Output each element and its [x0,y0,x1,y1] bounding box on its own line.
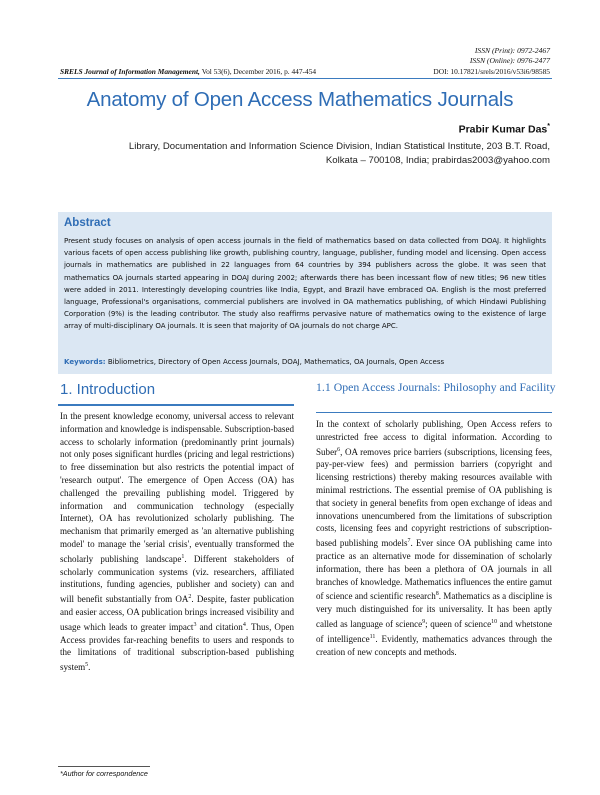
citation-ref[interactable]: 2 [188,594,192,601]
affiliation-line: Kolkata – 700108, India; prabirdas2003@yahoo.com [325,155,550,166]
citation-ref[interactable]: 3 [193,621,197,628]
section-rule [58,404,294,406]
paragraph-text: and whetstone of intelligence [316,619,552,644]
issn-print: ISSN (Print): 0972-2467 [474,46,550,55]
keywords-label: Keywords: [64,357,106,366]
paragraph-text: . [88,662,91,673]
citation-ref[interactable]: 1 [181,553,185,560]
author-name-text: Prabir Kumar Das [458,123,548,136]
paragraph-text: In the present knowledge economy, universal access to relevant information and knowledge is indispensable. Subscription-based access to scholarly information (predominantly print journals) not only poses significant hurdles (pricing and legal restrictions) to free dissemination but also restricts the potential impact of 'research output'. The emergence of Open Access (OA) has challenged the prevailing publishing model. Triggered by information and communication technology (especially Internet), OA has revolutionized scholarly publishing. The mechanism that primarily emerged as 'an alternative publishing model' to manage the 'serial crisis', eventually transformed the scholarly publishing landscape [60,411,294,564]
paragraph-text: . Evidently, mathematics advances through the creation of new concepts and methods. [316,633,552,657]
paragraph-text: . Different stakeholders of scholarly communication systems (viz. researchers, affiliated institutions, funding agencies, publisher and society) can and will benefit substantially from OA [60,553,294,605]
introduction-paragraph [60,410,294,674]
author-name [459,123,550,136]
footnote: *Author for correspondence [60,769,148,778]
subsection-paragraph [316,418,552,658]
paragraph-text: and citation [196,621,243,632]
paragraph-text: . Mathematics as a discipline is very much distinguished for its universality. It has been aptly called as language of science [316,591,553,630]
abstract-heading: Abstract [64,217,111,229]
citation-ref[interactable]: 7 [407,538,411,545]
page-title: Anatomy of Open Access Mathematics Journals [86,88,514,111]
keywords [64,357,546,366]
author-mark: * [547,123,550,130]
citation-ref[interactable]: 8 [435,591,439,598]
paragraph-text: . Ever since OA publishing came into practice as an alternative mode for dissemination of scholarly information, there has been a plethora of OA journals in all branches of knowledge. Mathematics influences the entire gamut of science and scientific research [316,538,552,602]
paragraph-text: ; queen of science [425,619,492,630]
section-heading-introduction: 1. Introduction [60,381,156,398]
issn-online: ISSN (Online): 0976-2477 [469,56,550,65]
volume-info: Vol 53(6), December 2016, p. 447-454 [201,67,317,76]
author-affiliation [120,140,550,168]
subsection-rule [316,412,552,413]
paragraph-text: . Thus, Open Access provides far-reaching benefits to users and responds to the limitations of traditional subscription-based publishing system [60,621,295,673]
doi[interactable]: DOI: 10.17821/srels/2016/v53i6/98585 [433,67,550,76]
journal-citation [60,67,316,76]
header-rule [58,78,552,79]
paragraph-text: , OA removes price barriers (subscriptions, licensing fees, pay-per-view fees) and permission barriers (copyright and licensing restrictions) thereby making resources available with minimal restrictions. The essential premise of OA publishing is that society in general benefits from open exchange of ideas and innovations unencumbered from the limitations of subscription costs, licensing fees and copyright restrictions of subscription-based publishing models [316,446,552,549]
abstract-text: Present study focuses on analysis of open access journals in the field of mathematics based on data collected from DOAJ. It highlights various facets of open access publishing like growth, publishing country, language, publisher, funding model and licensing. Open access journals in mathematics are published in 22 languages from 64 countries by 394 publishers across the globe. It was seen that mathematics OA journals started appearing in DOAJ during 2002; afterwards there has been incessant flow of new titles; 96 new titles were added in 2011. Interestingly developing countries like India, Egypt, and Brazil have embraced OA. English is the most preferred language, Professional's organisations, commercial publishers are involved in OA mathematics publishing, of which Hindawi Publishing Corporation (9%) is the leading contributor. The study also reaffirms pervasive nature of mathematics owing to the existence of large array of multi-disciplinary OA journals. It is seen that majority of OA journals do not charge APC. [64,236,546,331]
paragraph-text: . Despite, faster publication and easier access, OA publication brings increased visibility and usage which leads to greater impact [60,594,294,632]
affiliation-line: Library, Documentation and Information Science Division, Indian Statistical Institute, 203 B.T. Road, [128,141,550,152]
paragraph-text: In the context of scholarly publishing, Open Access refers to unrestricted free access to digital information. According to Suber [316,419,552,457]
citation-ref[interactable]: 11 [369,633,376,640]
journal-name: SRELS Journal of Information Management, [60,67,200,76]
keywords-list: Bibliometrics, Directory of Open Access Journals, DOAJ, Mathematics, OA Journals, Open Access [107,357,445,366]
citation-ref[interactable]: 6 [337,446,341,453]
citation-ref[interactable]: 10 [491,619,498,625]
subsection-heading: 1.1 Open Access Journals: Philosophy and Facility [316,380,556,394]
footnote-rule [58,766,150,767]
citation-ref[interactable]: 4 [242,621,246,628]
citation-ref[interactable]: 9 [422,619,426,625]
citation-ref[interactable]: 5 [85,662,89,669]
